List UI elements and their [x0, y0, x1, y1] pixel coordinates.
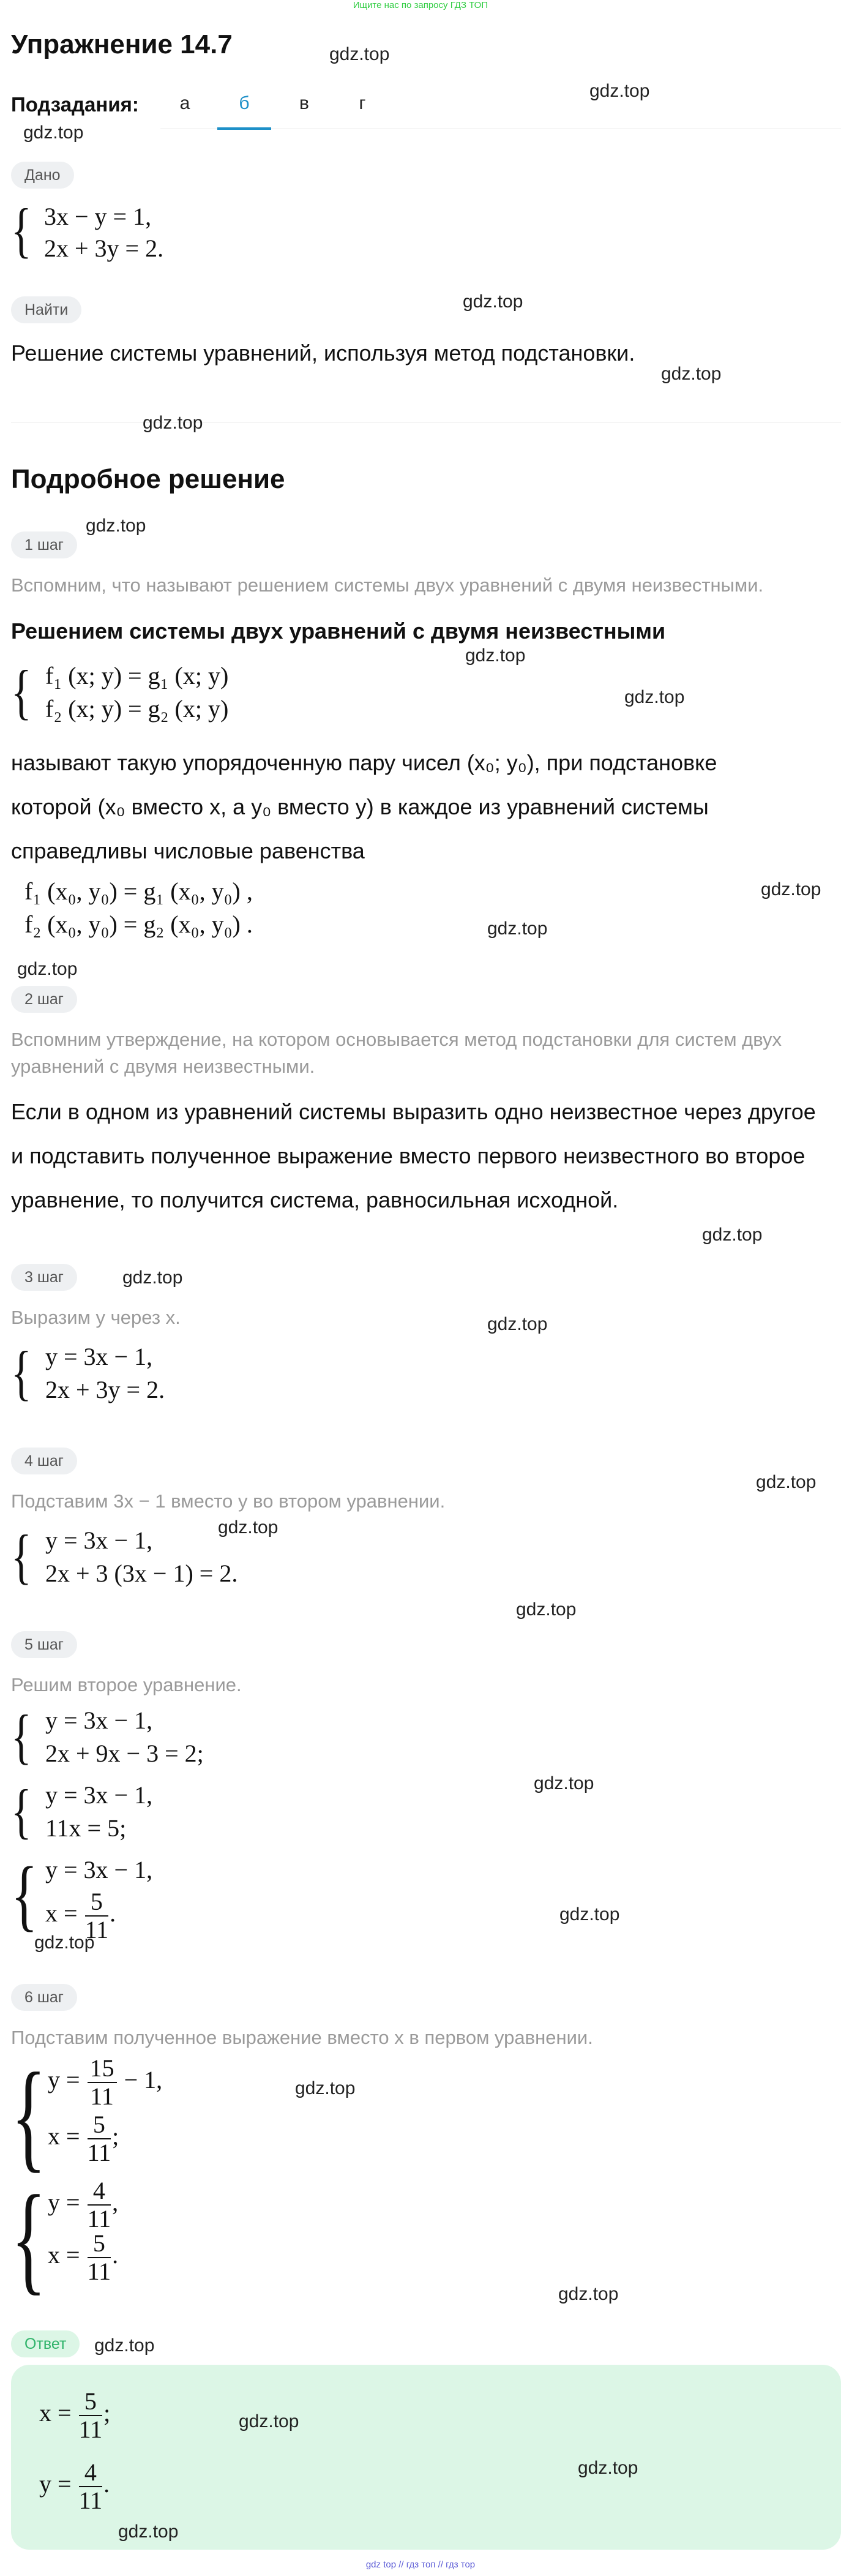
tab-g[interactable]: г	[359, 93, 366, 113]
watermark: gdz.top	[122, 1267, 183, 1288]
watermark: gdz.top	[86, 516, 146, 536]
watermark: gdz.top	[516, 1599, 577, 1620]
answer-label: Ответ	[11, 2330, 80, 2357]
watermark: gdz.top	[487, 1314, 548, 1334]
numeric-equalities	[22, 877, 389, 944]
definition-eq1: f₁ (x; y) = g₁ (x; y)	[45, 662, 229, 689]
step-2-label: 2 шаг	[11, 986, 77, 1013]
step-6-system-b: { y = $\frac{4}{11}$ , x = $\frac{5}{11}$ .	[11, 2171, 119, 2306]
answer-values	[39, 2388, 284, 2535]
watermark: gdz.top	[487, 918, 548, 939]
tab-b[interactable]: б	[239, 93, 250, 113]
watermark: gdz.top	[218, 1517, 278, 1538]
step-5-b-eq2: 11x = 5;	[45, 1814, 127, 1842]
definition-system: { f₁ (x; y) = g₁ (x; y) f₂ (x; y) = g₂ (x; y)	[11, 658, 229, 726]
top-banner[interactable]: Ищите нас по запросу ГДЗ ТОП	[353, 0, 488, 10]
step-5-a-eq2: 2x + 9x − 3 = 2;	[45, 1740, 204, 1767]
solution-title: Подробное решение	[11, 464, 285, 494]
step-1-hint: Вспомним, что называют решением системы двух уравнений с двумя неизвестными.	[11, 574, 764, 596]
answer-y: y = $\frac{4}{11}$ .	[39, 2458, 110, 2514]
given-system: { 3x − y = 1, 2x + 3y = 2.	[11, 196, 164, 264]
step-6-system-a: { y = $\frac{15}{11}$ − 1, x = $\frac{5}{11}$ ;	[11, 2048, 163, 2184]
step-4-hint: Подставим 3x − 1 вместо y во втором уравнении.	[11, 1490, 446, 1512]
footer-links[interactable]: gdz top // гдз топ // гдз тор	[365, 2559, 476, 2570]
watermark: gdz.top	[624, 687, 685, 707]
fraction: $\frac{15}{11}$	[88, 2055, 117, 2110]
step-5-label: 5 шаг	[11, 1631, 77, 1658]
step-4-label: 4 шаг	[11, 1448, 77, 1474]
step-3-hint: Выразим y через x.	[11, 1307, 181, 1328]
watermark: gdz.top	[578, 2458, 638, 2478]
watermark: gdz.top	[661, 364, 722, 384]
section-divider	[11, 422, 841, 423]
step-1-paragraph-2: которой (x₀ вместо x, а y₀ вместо y) в каждое из уравнений системы	[11, 794, 709, 819]
watermark: gdz.top	[756, 1472, 817, 1492]
watermark: gdz.top	[465, 645, 526, 666]
find-label: Найти	[11, 296, 81, 323]
step-5-b-eq1: y = 3x − 1,	[45, 1781, 153, 1809]
given-eq1: 3x − y = 1,	[44, 203, 152, 230]
watermark: gdz.top	[34, 1932, 95, 1953]
step-2-paragraph-3: уравнение, то получится система, равносильная исходной.	[11, 1187, 619, 1212]
fraction: $\frac{5}{11}$	[84, 1888, 109, 1943]
watermark: gdz.top	[761, 879, 821, 899]
watermark: gdz.top	[702, 1225, 763, 1245]
step-5-c-eq1: y = 3x − 1,	[45, 1856, 153, 1883]
find-text: Решение системы уравнений, используя метод подстановки.	[11, 340, 635, 366]
step-1-label: 1 шаг	[11, 531, 77, 558]
watermark: gdz.top	[463, 291, 523, 312]
fraction: $\frac{5}{11}$	[78, 2387, 103, 2443]
step-3-eq1: y = 3x − 1,	[45, 1343, 153, 1370]
step-6-a-eq1: y = $\frac{15}{11}$ − 1,	[48, 2054, 163, 2110]
step-5-a-eq1: y = 3x − 1,	[45, 1707, 153, 1734]
step-2-hint-1: Вспомним утверждение, на котором основывается метод подстановки для систем двух	[11, 1029, 782, 1050]
numeric-eq2: f₂ (x₀, y₀) = g₂ (x₀, y₀) .	[24, 911, 253, 938]
step-6-a-eq2: x = $\frac{5}{11}$ ;	[48, 2111, 119, 2166]
watermark: gdz.top	[23, 122, 84, 143]
fraction: $\frac{5}{11}$	[87, 2229, 111, 2285]
step-6-b-eq1: y = $\frac{4}{11}$ ,	[48, 2177, 119, 2232]
answer-x: x = $\frac{5}{11}$ ;	[39, 2387, 111, 2443]
definition-eq2: f₂ (x; y) = g₂ (x; y)	[45, 695, 229, 723]
step-1-paragraph-3: справедливы числовые равенства	[11, 838, 365, 863]
watermark: gdz.top	[295, 2078, 356, 2098]
page-title: Упражнение 14.7	[11, 29, 233, 59]
definition-title: Решением системы двух уравнений с двумя неизвестными	[11, 618, 666, 644]
step-5-system-c: { y = 3x − 1, x = $\frac{5}{11}$ .	[11, 1851, 153, 1943]
watermark: gdz.top	[589, 81, 650, 101]
watermark: gdz.top	[94, 2335, 155, 2356]
given-eq2: 2x + 3y = 2.	[44, 235, 164, 262]
step-5-system-b: { y = 3x − 1, 11x = 5;	[11, 1777, 153, 1845]
watermark: gdz.top	[329, 44, 390, 64]
watermark: gdz.top	[143, 413, 203, 433]
step-1-paragraph-1: называют такую упорядоченную пару чисел (x₀; y₀), при подстановке	[11, 750, 717, 775]
watermark: gdz.top	[239, 2411, 299, 2431]
active-tab-indicator	[217, 127, 271, 130]
watermark: gdz.top	[558, 2284, 619, 2304]
step-2-paragraph-1: Если в одном из уравнений системы выразить одно неизвестное через другое	[11, 1099, 816, 1124]
fraction: $\frac{4}{11}$	[78, 2458, 103, 2514]
step-5-c-eq2: x = $\frac{5}{11}$ .	[45, 1888, 116, 1943]
step-6-b-eq2: x = $\frac{5}{11}$ .	[48, 2229, 119, 2285]
step-6-hint: Подставим полученное выражение вместо x в первом уравнении.	[11, 2027, 593, 2048]
step-3-eq2: 2x + 3y = 2.	[45, 1376, 165, 1403]
step-4-system: { y = 3x − 1, 2x + 3 (3x − 1) = 2.	[11, 1522, 238, 1590]
step-2-paragraph-2: и подставить полученное выражение вместо первого неизвестного во второе	[11, 1143, 805, 1168]
step-2-hint-2: уравнений с двумя неизвестными.	[11, 1056, 315, 1077]
watermark: gdz.top	[118, 2522, 179, 2542]
step-4-eq1: y = 3x − 1,	[45, 1526, 153, 1554]
fraction: $\frac{4}{11}$	[87, 2177, 111, 2232]
tab-a[interactable]: а	[179, 93, 190, 113]
fraction: $\frac{5}{11}$	[87, 2111, 111, 2166]
step-4-eq2: 2x + 3 (3x − 1) = 2.	[45, 1560, 238, 1587]
watermark: gdz.top	[17, 959, 78, 979]
numeric-eq1: f₁ (x₀, y₀) = g₁ (x₀, y₀) ,	[24, 877, 253, 905]
tab-v[interactable]: в	[299, 93, 309, 113]
step-5-hint: Решим второе уравнение.	[11, 1674, 242, 1695]
given-label: Дано	[11, 162, 74, 189]
watermark: gdz.top	[534, 1773, 594, 1793]
subtasks-label: Подзадания:	[11, 93, 139, 116]
step-5-system-a: { y = 3x − 1, 2x + 9x − 3 = 2;	[11, 1702, 204, 1770]
watermark: gdz.top	[559, 1904, 620, 1924]
step-3-label: 3 шаг	[11, 1264, 77, 1291]
step-6-label: 6 шаг	[11, 1984, 77, 2011]
step-3-system: { y = 3x − 1, 2x + 3y = 2.	[11, 1339, 165, 1406]
